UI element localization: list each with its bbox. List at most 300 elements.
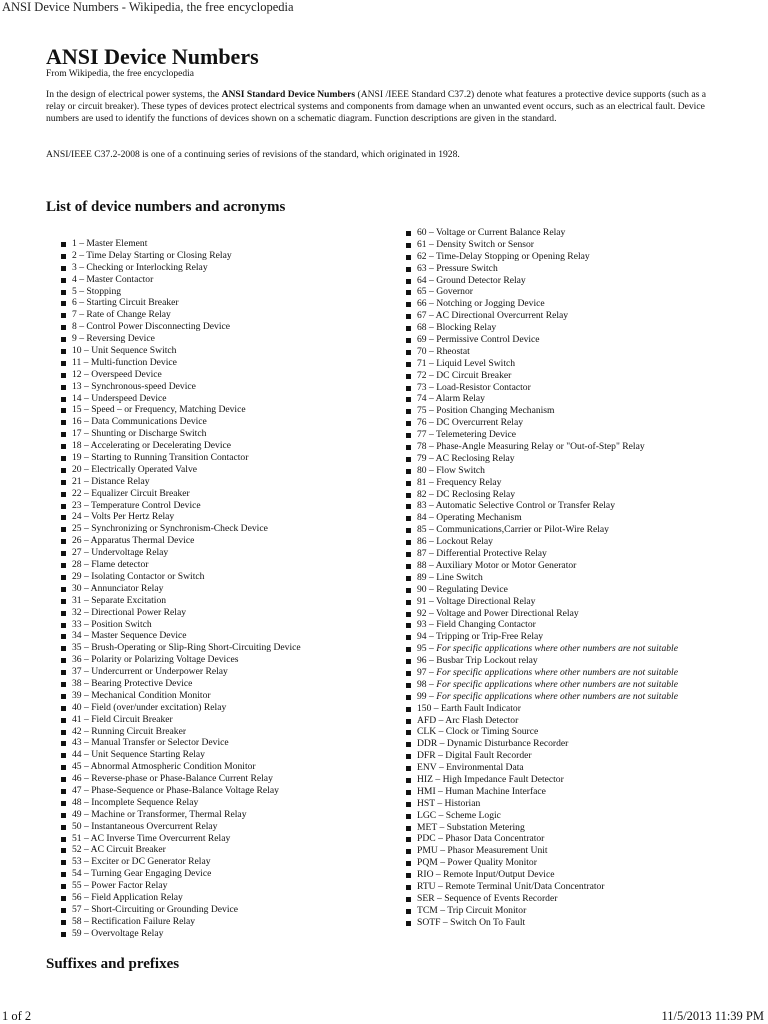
device-code: 88: [417, 559, 427, 571]
device-description: High Impedance Fault Detector: [442, 773, 564, 785]
device-list-item: 82 – DC Reclosing Relay: [404, 489, 678, 501]
device-code: 84: [417, 512, 427, 524]
device-code: 48: [72, 796, 82, 808]
device-description: Remote Input/Output Device: [443, 869, 555, 881]
device-list-item: 48 – Incomplete Sequence Relay: [59, 797, 301, 809]
device-list-item: 98 – For specific applications where other numbers are not suitable: [404, 679, 678, 691]
device-code: 99: [417, 690, 427, 702]
device-code: 78: [417, 441, 427, 453]
device-code: ENV: [417, 762, 437, 774]
device-description: Synchronous-speed Device: [91, 380, 196, 392]
device-list-item: 30 – Annunciator Relay: [59, 583, 301, 595]
device-description: Alarm Relay: [435, 393, 485, 405]
device-list-item: 90 – Regulating Device: [404, 584, 678, 596]
device-list-item: 93 – Field Changing Contactor: [404, 619, 678, 631]
device-description: Power Factor Relay: [91, 880, 168, 892]
device-code: 57: [72, 903, 82, 915]
device-list-item: 86 – Lockout Relay: [404, 536, 678, 548]
device-code: 86: [417, 536, 427, 548]
device-code: 26: [72, 535, 82, 547]
device-list-item: 37 – Undercurrent or Underpower Relay: [59, 666, 301, 678]
device-description: Lockout Relay: [436, 536, 493, 548]
device-list-item: 12 – Overspeed Device: [59, 369, 301, 381]
device-code: 71: [417, 357, 427, 369]
device-description: Phase-Sequence or Phase-Balance Voltage Relay: [91, 784, 279, 796]
device-code: DDR: [417, 738, 438, 750]
device-description: Undercurrent or Underpower Relay: [91, 666, 228, 678]
device-list-item: 1 – Master Element: [59, 238, 301, 250]
device-description: Governor: [436, 286, 473, 298]
device-code: 2: [72, 249, 77, 261]
device-code: AFD: [417, 714, 437, 726]
device-description: Digital Fault Recorder: [445, 750, 532, 762]
device-description: AC Circuit Breaker: [90, 844, 166, 856]
device-description: For specific applications where other numbers are not suitable: [436, 678, 678, 690]
device-list-item: HIZ – High Impedance Fault Detector: [404, 774, 678, 786]
device-list-item: 70 – Rheostat: [404, 346, 678, 358]
device-code: 31: [72, 594, 82, 606]
device-list-item: 96 – Busbar Trip Lockout relay: [404, 655, 678, 667]
device-code: PMU: [417, 845, 438, 857]
device-description: Bearing Protective Device: [91, 677, 193, 689]
device-list-item: 57 – Short-Circuiting or Grounding Device: [59, 904, 301, 916]
device-code: SER: [417, 892, 435, 904]
device-code: DFR: [417, 750, 436, 762]
device-description: Switch On To Fault: [450, 916, 526, 928]
device-list-item: PQM – Power Quality Monitor: [404, 857, 678, 869]
device-code: 83: [417, 500, 427, 512]
device-list-item: 47 – Phase-Sequence or Phase-Balance Voltage Relay: [59, 785, 301, 797]
device-code: 61: [417, 238, 427, 250]
device-code: 6: [72, 297, 77, 309]
device-code: RIO: [417, 869, 434, 881]
device-list-item: 91 – Voltage Directional Relay: [404, 596, 678, 608]
device-code: HIZ: [417, 773, 433, 785]
device-description: Exciter or DC Generator Relay: [91, 856, 211, 868]
device-description: Overvoltage Relay: [91, 927, 164, 939]
device-code: 62: [417, 250, 427, 262]
device-code: 41: [72, 713, 82, 725]
device-list-item: 83 – Automatic Selective Control or Transfer Relay: [404, 500, 678, 512]
device-code: 58: [72, 915, 82, 927]
device-description: Sequence of Events Recorder: [444, 892, 558, 904]
device-description: Frequency Relay: [436, 476, 502, 488]
device-list-item: 54 – Turning Gear Engaging Device: [59, 868, 301, 880]
device-description: Equalizer Circuit Breaker: [91, 487, 190, 499]
device-list-item: 38 – Bearing Protective Device: [59, 678, 301, 690]
device-description: Position Switch: [91, 618, 152, 630]
device-list-item: RTU – Remote Terminal Unit/Data Concentrator: [404, 881, 678, 893]
device-list-item: 27 – Undervoltage Relay: [59, 547, 301, 559]
device-list-item: 52 – AC Circuit Breaker: [59, 844, 301, 856]
device-list-item: 5 – Stopping: [59, 286, 301, 298]
device-description: Instantaneous Overcurrent Relay: [91, 820, 218, 832]
device-description: Substation Metering: [446, 821, 525, 833]
device-code: PQM: [417, 857, 438, 869]
device-list-item: 4 – Master Contactor: [59, 274, 301, 286]
device-description: Short-Circuiting or Grounding Device: [91, 903, 238, 915]
device-code: 24: [72, 511, 82, 523]
device-description: Dynamic Disturbance Recorder: [446, 738, 569, 750]
device-description: Distance Relay: [91, 475, 150, 487]
device-code: HST: [417, 797, 435, 809]
device-code: 9: [72, 333, 77, 345]
device-description: Human Machine Interface: [445, 785, 546, 797]
device-code: 39: [72, 689, 82, 701]
device-description: Operating Mechanism: [436, 512, 522, 524]
device-description: Auxiliary Motor or Motor Generator: [435, 559, 577, 571]
device-code: 73: [417, 381, 427, 393]
page-subtitle: From Wikipedia, the free encyclopedia: [46, 69, 194, 79]
device-code: 93: [417, 619, 427, 631]
device-list-item: 34 – Master Sequence Device: [59, 630, 301, 642]
device-description: Earth Fault Indicator: [440, 702, 521, 714]
device-code: 77: [417, 429, 427, 441]
device-list-right: [404, 227, 678, 929]
device-code: 92: [417, 607, 427, 619]
device-code: 54: [72, 868, 82, 880]
device-code: 53: [72, 856, 82, 868]
device-description: DC Overcurrent Relay: [436, 417, 524, 429]
device-list-item: PDC – Phasor Data Concentrator: [404, 833, 678, 845]
device-description: Unit Sequence Starting Relay: [91, 749, 205, 761]
device-list-item: 33 – Position Switch: [59, 619, 301, 631]
device-list-item: PMU – Phasor Measurement Unit: [404, 845, 678, 857]
device-list-item: 40 – Field (over/under excitation) Relay: [59, 702, 301, 714]
device-description: Phase-Angle Measuring Relay or "Out-of-Step" Relay: [436, 441, 645, 453]
device-list-item: 58 – Rectification Failure Relay: [59, 916, 301, 928]
device-list-left: [59, 238, 301, 940]
device-description: Voltage or Current Balance Relay: [436, 227, 566, 238]
device-code: 56: [72, 891, 82, 903]
device-description: Automatic Selective Control or Transfer Relay: [435, 500, 615, 512]
device-description: Shunting or Discharge Switch: [91, 428, 207, 440]
device-code: 79: [417, 452, 427, 464]
device-description: Blocking Relay: [436, 322, 497, 334]
device-list-item: AFD – Arc Flash Detector: [404, 715, 678, 727]
device-description: Overspeed Device: [91, 368, 162, 380]
device-list-item: 28 – Flame detector: [59, 559, 301, 571]
device-list-item: 78 – Phase-Angle Measuring Relay or "Out-of-Step" Relay: [404, 441, 678, 453]
device-list-item: 56 – Field Application Relay: [59, 892, 301, 904]
device-code: 37: [72, 666, 82, 678]
device-description: Line Switch: [436, 571, 483, 583]
device-code: 45: [72, 761, 82, 773]
device-list-item: 71 – Liquid Level Switch: [404, 358, 678, 370]
device-code: 34: [72, 630, 82, 642]
device-list-item: 99 – For specific applications where other numbers are not suitable: [404, 691, 678, 703]
device-list-item: 94 – Tripping or Trip-Free Relay: [404, 631, 678, 643]
device-code: 47: [72, 784, 82, 796]
device-description: Starting to Running Transition Contactor: [91, 452, 249, 464]
device-list-item: 79 – AC Reclosing Relay: [404, 453, 678, 465]
device-list-item: 19 – Starting to Running Transition Contactor: [59, 452, 301, 464]
device-list-item: 95 – For specific applications where other numbers are not suitable: [404, 643, 678, 655]
device-list-item: 11 – Multi-function Device: [59, 357, 301, 369]
device-code: 18: [72, 440, 82, 452]
device-description: Load-Resistor Contactor: [436, 381, 531, 393]
device-description: Brush-Operating or Slip-Ring Short-Circuiting Device: [91, 642, 301, 654]
device-list-item: 43 – Manual Transfer or Selector Device: [59, 737, 301, 749]
device-list-item: 42 – Running Circuit Breaker: [59, 726, 301, 738]
device-list-item: 65 – Governor: [404, 286, 678, 298]
device-code: 46: [72, 773, 82, 785]
device-list-item: 44 – Unit Sequence Starting Relay: [59, 749, 301, 761]
page-title: ANSI Device Numbers: [46, 44, 259, 69]
device-description: Phasor Data Concentrator: [445, 833, 545, 845]
device-code: 60: [417, 227, 427, 238]
device-code: 38: [72, 677, 82, 689]
device-code: 43: [72, 737, 82, 749]
device-list-item: 150 – Earth Fault Indicator: [404, 703, 678, 715]
intro-bold-term: ANSI Standard Device Numbers: [221, 89, 356, 100]
standard-note: ANSI/IEEE C37.2-2008 is one of a continuing series of revisions of the standard, which originated in 1928.: [46, 149, 460, 160]
device-list-item: 3 – Checking or Interlocking Relay: [59, 262, 301, 274]
device-code: 76: [417, 417, 427, 429]
device-description: Running Circuit Breaker: [91, 725, 187, 737]
device-list-item: 72 – DC Circuit Breaker: [404, 370, 678, 382]
device-code: 72: [417, 369, 427, 381]
device-code: 17: [72, 428, 82, 440]
device-description: DC Reclosing Relay: [436, 488, 516, 500]
device-description: Permissive Control Device: [436, 334, 540, 346]
device-description: Control Power Disconnecting Device: [86, 321, 230, 333]
device-code: 32: [72, 606, 82, 618]
intro-text-after: (ANSI /IEEE Standard C37.2) denote what features a protective device supports (such as a relay or circuit breaker). These types of devices protect electrical systems and components from damage when an unwanted event occurs, such as an electrical fault. Device numbers are used to identify the functions of devices shown on a schematic diagram. Function descriptions are given in the standard.: [46, 89, 706, 124]
device-list-item: 97 – For specific applications where other numbers are not suitable: [404, 667, 678, 679]
device-list-item: 77 – Telemetering Device: [404, 429, 678, 441]
device-description: Speed – or Frequency, Matching Device: [91, 404, 246, 416]
device-description: Historian: [444, 797, 481, 809]
device-description: For specific applications where other numbers are not suitable: [436, 690, 678, 702]
device-code: 150: [417, 702, 432, 714]
device-list-item: 59 – Overvoltage Relay: [59, 928, 301, 940]
device-list-item: 31 – Separate Excitation: [59, 595, 301, 607]
device-description: Mechanical Condition Monitor: [91, 689, 211, 701]
device-description: Data Communications Device: [91, 416, 207, 428]
device-code: 14: [72, 392, 82, 404]
device-description: Volts Per Hertz Relay: [91, 511, 175, 523]
device-code: 87: [417, 548, 427, 560]
device-code: SOTF: [417, 916, 441, 928]
device-code: 95: [417, 643, 427, 655]
device-code: TCM: [417, 904, 438, 916]
section-heading-suffixes: Suffixes and prefixes: [46, 956, 180, 972]
device-code: 44: [72, 749, 82, 761]
device-code: RTU: [417, 880, 436, 892]
device-list-item: 36 – Polarity or Polarizing Voltage Devices: [59, 654, 301, 666]
device-list-item: 9 – Reversing Device: [59, 333, 301, 345]
device-description: Phasor Measurement Unit: [447, 845, 548, 857]
device-list-item: DFR – Digital Fault Recorder: [404, 750, 678, 762]
device-code: 15: [72, 404, 82, 416]
device-description: Tripping or Trip-Free Relay: [436, 631, 544, 643]
device-list-item: 68 – Blocking Relay: [404, 322, 678, 334]
device-list-item: 84 – Operating Mechanism: [404, 512, 678, 524]
device-list-item: 61 – Density Switch or Sensor: [404, 239, 678, 251]
device-list-item: 10 – Unit Sequence Switch: [59, 345, 301, 357]
device-list-item: 81 – Frequency Relay: [404, 477, 678, 489]
device-description: Isolating Contactor or Switch: [91, 570, 205, 582]
device-list-item: 88 – Auxiliary Motor or Motor Generator: [404, 560, 678, 572]
device-code: 94: [417, 631, 427, 643]
device-description: For specific applications where other numbers are not suitable: [436, 666, 678, 678]
device-list-item: 2 – Time Delay Starting or Closing Relay: [59, 250, 301, 262]
device-description: Flow Switch: [436, 464, 485, 476]
device-description: Scheme Logic: [445, 809, 501, 821]
device-code: 81: [417, 476, 427, 488]
device-code: 21: [72, 475, 82, 487]
device-list-item: RIO – Remote Input/Output Device: [404, 869, 678, 881]
device-description: Polarity or Polarizing Voltage Devices: [91, 654, 239, 666]
device-list-item: 66 – Notching or Jogging Device: [404, 298, 678, 310]
device-description: Telemetering Device: [436, 429, 517, 441]
device-description: Stopping: [86, 285, 122, 297]
device-code: 68: [417, 322, 427, 334]
device-list-item: 60 – Voltage or Current Balance Relay: [404, 227, 678, 239]
device-description: Master Sequence Device: [91, 630, 187, 642]
device-description: Annunciator Relay: [90, 582, 164, 594]
device-list-item: 51 – AC Inverse Time Overcurrent Relay: [59, 833, 301, 845]
device-code: 51: [72, 832, 82, 844]
device-list-item: 75 – Position Changing Mechanism: [404, 405, 678, 417]
device-code: PDC: [417, 833, 436, 845]
device-description: Accelerating or Decelerating Device: [90, 440, 232, 452]
device-description: Unit Sequence Switch: [91, 345, 177, 357]
device-description: Undervoltage Relay: [91, 547, 169, 559]
device-list-item: 18 – Accelerating or Decelerating Device: [59, 440, 301, 452]
device-code: 22: [72, 487, 82, 499]
device-code: 63: [417, 262, 427, 274]
device-description: Rate of Change Relay: [86, 309, 171, 321]
device-list-item: 89 – Line Switch: [404, 572, 678, 584]
device-code: 91: [417, 595, 427, 607]
device-list-item: 32 – Directional Power Relay: [59, 607, 301, 619]
device-list-item: SOTF – Switch On To Fault: [404, 917, 678, 929]
device-code: 12: [72, 368, 82, 380]
device-code: 35: [72, 642, 82, 654]
device-code: 7: [72, 309, 77, 321]
device-code: 67: [417, 310, 427, 322]
device-list-item: HST – Historian: [404, 798, 678, 810]
device-description: Underspeed Device: [91, 392, 167, 404]
device-description: Field Application Relay: [91, 891, 183, 903]
device-list-item: 15 – Speed – or Frequency, Matching Device: [59, 404, 301, 416]
device-code: 4: [72, 273, 77, 285]
device-code: 80: [417, 464, 427, 476]
device-code: LGC: [417, 809, 437, 821]
device-list-item: 76 – DC Overcurrent Relay: [404, 417, 678, 429]
device-description: Time Delay Starting or Closing Relay: [86, 249, 232, 261]
device-description: Field Circuit Breaker: [91, 713, 173, 725]
device-description: Field Changing Contactor: [436, 619, 536, 631]
device-code: 98: [417, 678, 427, 690]
device-description: Voltage and Power Directional Relay: [436, 607, 579, 619]
device-code: 97: [417, 666, 427, 678]
device-code: 69: [417, 334, 427, 346]
device-code: 59: [72, 927, 82, 939]
device-code: 11: [72, 356, 82, 368]
device-list-item: 8 – Control Power Disconnecting Device: [59, 321, 301, 333]
device-list-item: 41 – Field Circuit Breaker: [59, 714, 301, 726]
device-code: 3: [72, 261, 77, 273]
browser-window-title: ANSI Device Numbers - Wikipedia, the free encyclopedia: [2, 0, 294, 14]
device-description: Starting Circuit Breaker: [86, 297, 179, 309]
device-description: Environmental Data: [446, 762, 524, 774]
device-description: Abnormal Atmospheric Condition Monitor: [90, 761, 256, 773]
device-description: Separate Excitation: [91, 594, 167, 606]
device-list-item: ENV – Environmental Data: [404, 762, 678, 774]
device-list-item: 46 – Reverse-phase or Phase-Balance Current Relay: [59, 773, 301, 785]
device-code: 74: [417, 393, 427, 405]
device-description: Reverse-phase or Phase-Balance Current Relay: [91, 773, 273, 785]
device-description: Communications,Carrier or Pilot-Wire Relay: [436, 524, 609, 536]
device-list-item: 6 – Starting Circuit Breaker: [59, 297, 301, 309]
device-list-item: 29 – Isolating Contactor or Switch: [59, 571, 301, 583]
device-code: 8: [72, 321, 77, 333]
device-code: 96: [417, 655, 427, 667]
device-description: AC Inverse Time Overcurrent Relay: [90, 832, 231, 844]
device-list-item: 22 – Equalizer Circuit Breaker: [59, 488, 301, 500]
device-list-item: 63 – Pressure Switch: [404, 263, 678, 275]
device-list-item: SER – Sequence of Events Recorder: [404, 893, 678, 905]
device-list-item: 16 – Data Communications Device: [59, 416, 301, 428]
device-code: 1: [72, 238, 77, 249]
device-description: Power Quality Monitor: [447, 857, 537, 869]
device-description: Position Changing Mechanism: [436, 405, 555, 417]
device-list-item: 62 – Time-Delay Stopping or Opening Relay: [404, 251, 678, 263]
device-description: Clock or Timing Source: [445, 726, 539, 738]
device-list-item: 25 – Synchronizing or Synchronism-Check Device: [59, 523, 301, 535]
device-code: 90: [417, 583, 427, 595]
device-description: For specific applications where other numbers are not suitable: [436, 643, 678, 655]
device-code: 82: [417, 488, 427, 500]
device-description: Busbar Trip Lockout relay: [436, 655, 538, 667]
device-description: Liquid Level Switch: [436, 357, 516, 369]
device-list-item: 13 – Synchronous-speed Device: [59, 381, 301, 393]
device-list-item: 73 – Load-Resistor Contactor: [404, 382, 678, 394]
device-code: 75: [417, 405, 427, 417]
section-heading-device-list: List of device numbers and acronyms: [46, 199, 286, 215]
device-code: 27: [72, 547, 82, 559]
page-counter: 1 of 2: [2, 1009, 32, 1023]
device-code: 85: [417, 524, 427, 536]
device-description: Time-Delay Stopping or Opening Relay: [436, 250, 590, 262]
device-description: AC Reclosing Relay: [435, 452, 515, 464]
device-description: Manual Transfer or Selector Device: [91, 737, 229, 749]
device-list-item: 53 – Exciter or DC Generator Relay: [59, 856, 301, 868]
device-code: 66: [417, 298, 427, 310]
device-code: 10: [72, 345, 82, 357]
device-list-item: CLK – Clock or Timing Source: [404, 726, 678, 738]
device-code: 55: [72, 880, 82, 892]
device-code: 50: [72, 820, 82, 832]
device-description: Arc Flash Detector: [445, 714, 519, 726]
device-code: 49: [72, 808, 82, 820]
device-code: MET: [417, 821, 438, 833]
device-description: Regulating Device: [436, 583, 508, 595]
device-code: 33: [72, 618, 82, 630]
device-code: CLK: [417, 726, 437, 738]
intro-paragraph: [46, 89, 718, 124]
device-list-item: 67 – AC Directional Overcurrent Relay: [404, 310, 678, 322]
device-code: 52: [72, 844, 82, 856]
device-list-item: 24 – Volts Per Hertz Relay: [59, 511, 301, 523]
device-list-item: TCM – Trip Circuit Monitor: [404, 905, 678, 917]
device-list-item: 87 – Differential Protective Relay: [404, 548, 678, 560]
device-list-item: 7 – Rate of Change Relay: [59, 309, 301, 321]
device-list-item: 49 – Machine or Transformer, Thermal Relay: [59, 809, 301, 821]
